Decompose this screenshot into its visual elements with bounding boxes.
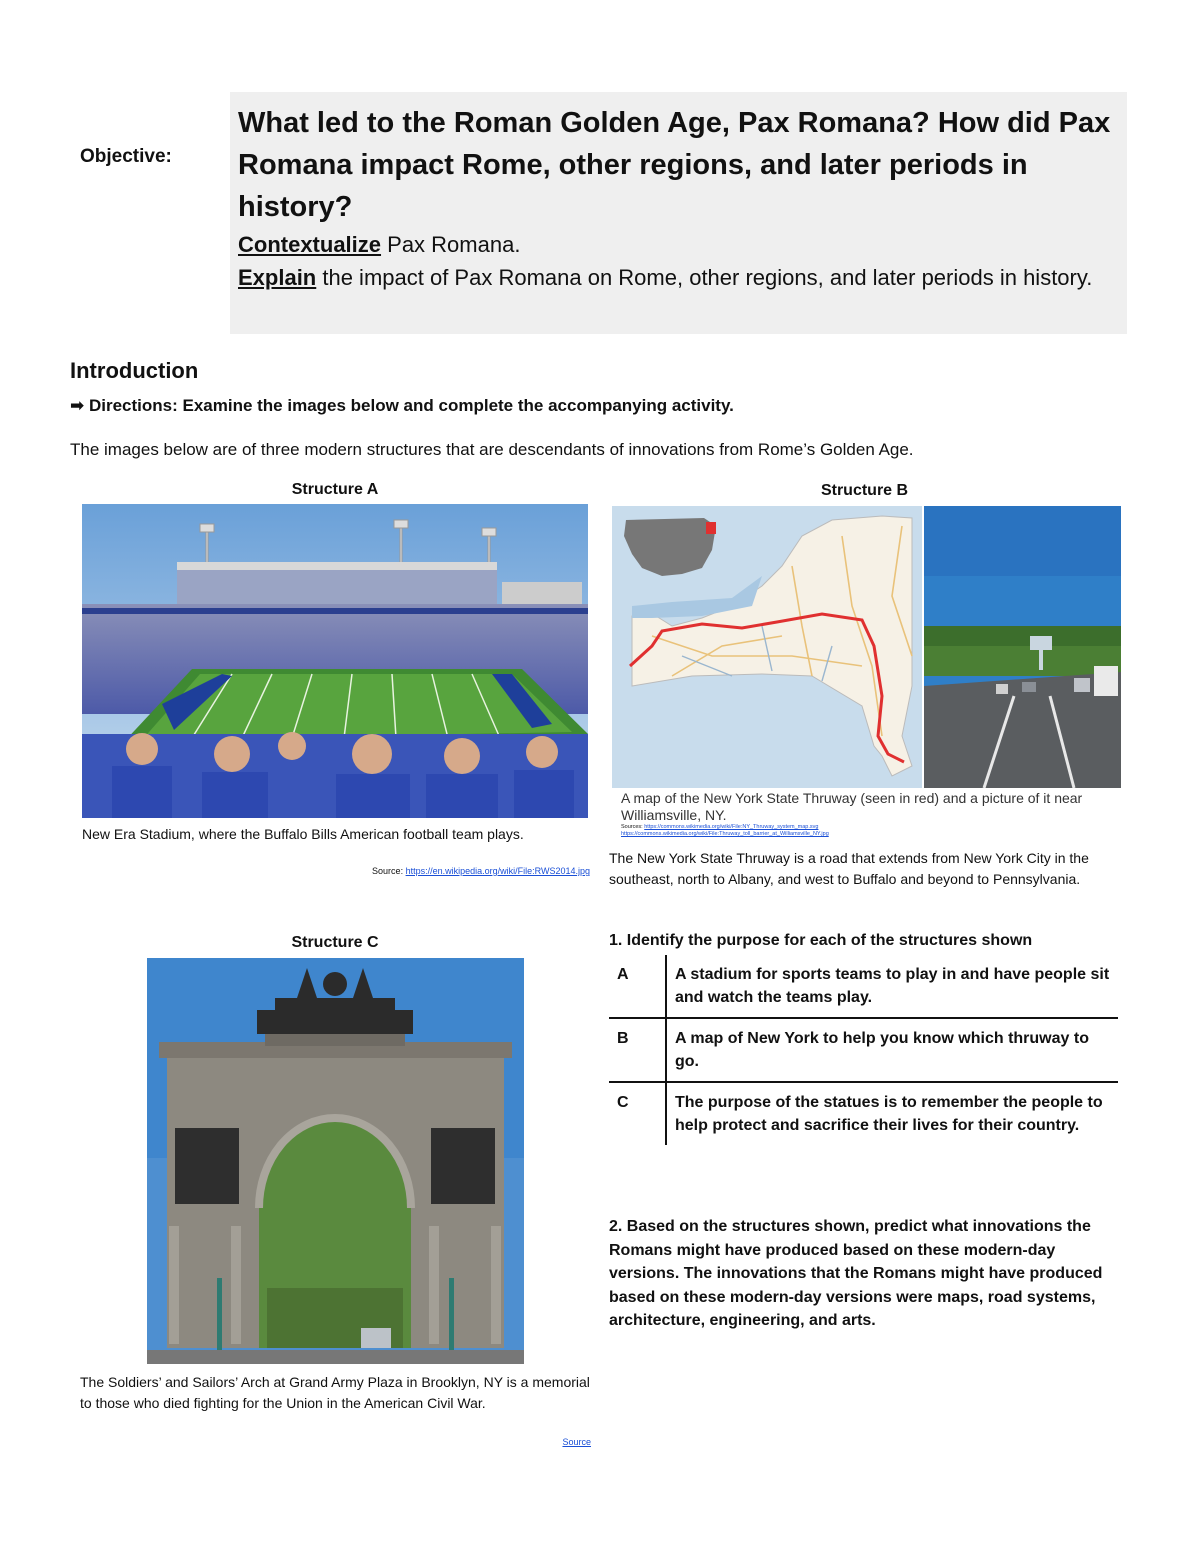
table-row: [609, 1018, 1118, 1082]
table-row: [609, 955, 1118, 1018]
stadium-photo-graphic: [82, 504, 588, 818]
question-2-text[interactable]: 2. Based on the structures shown, predict what innovations the Romans might have produced based on these modern-day versions. The innovations that the Romans might have produced based on these modern-day versions were maps, road systems, architecture, engineering, and arts.: [609, 1218, 1103, 1329]
purpose-table: [609, 955, 1118, 1145]
structure-a-source-label: Source:: [372, 866, 406, 876]
row-answer[interactable]: A map of New York to help you know which thruway to go.: [666, 1018, 1118, 1082]
objective-task-explain: [238, 261, 1117, 294]
row-answer[interactable]: The purpose of the statues is to remember the people to help protect and sacrifice their lives for their country.: [675, 1094, 1103, 1134]
structure-a-source-link[interactable]: https://en.wikipedia.org/wiki/File:RWS2014.jpg: [405, 866, 590, 876]
question-1-prompt: 1. Identify the purpose for each of the structures shown: [609, 932, 1033, 949]
structure-a-source: [82, 866, 590, 876]
structure-b-title: Structure B: [820, 482, 909, 499]
arch-photo-graphic: [147, 958, 524, 1364]
structure-a-caption: New Era Stadium, where the Buffalo Bills American football team plays.: [82, 826, 524, 842]
row-letter: C: [609, 1082, 666, 1145]
directions-text: ➡ Directions: Examine the images below and complete the accompanying activity.: [70, 396, 734, 415]
thruway-map-graphic: [612, 506, 922, 788]
contextualize-text: Pax Romana.: [381, 232, 521, 257]
thruway-map: [612, 506, 922, 788]
explain-keyword: Explain: [238, 265, 317, 290]
row-answer[interactable]: A stadium for sports teams to play in and have people sit and watch the teams play.: [666, 955, 1118, 1018]
objective-box: [230, 92, 1127, 334]
objective-label: Objective:: [80, 146, 172, 167]
structure-b-caption: The New York State Thruway is a road that extends from New York City in the southeast, north to Albany, and west to Buffalo and beyond to Pennsylvania.: [609, 850, 1089, 887]
arch-photo: [147, 958, 524, 1364]
structure-a-title: Structure A: [291, 481, 379, 498]
structure-c-caption: The Soldiers’ and Sailors’ Arch at Grand Army Plaza in Brooklyn, NY is a memorial to those who died fighting for the Union in the American Civil War.: [80, 1374, 590, 1411]
objective-task-contextualize: [238, 228, 1117, 261]
stadium-photo: [82, 504, 588, 818]
structure-c-source: [80, 1432, 591, 1450]
row-letter: B: [609, 1018, 666, 1082]
structure-b-sources-label: Sources:: [621, 824, 645, 830]
structure-c-source-link[interactable]: Source: [562, 1437, 591, 1447]
structure-b-source-link-1[interactable]: https://commons.wikimedia.org/wiki/File:NY_Thruway_system_map.svg: [644, 824, 819, 830]
structure-b-sources: [621, 824, 1111, 838]
row-letter: A: [609, 955, 666, 1018]
introduction-heading: Introduction: [70, 358, 199, 383]
explain-text: the impact of Pax Romana on Rome, other regions, and later periods in history.: [316, 265, 1093, 290]
table-row: [609, 1082, 1118, 1145]
structure-c-title: Structure C: [291, 934, 379, 951]
thruway-photo: [924, 506, 1121, 788]
introduction-text: The images below are of three modern structures that are descendants of innovations from Rome’s Golden Age.: [70, 440, 914, 459]
contextualize-keyword: Contextualize: [238, 232, 382, 257]
objective-question: What led to the Roman Golden Age, Pax Romana? How did Pax Romana impact Rome, other regions, and later periods in history?: [238, 107, 1111, 223]
structure-b-source-link-2[interactable]: https://commons.wikimedia.org/wiki/File:Thruway_toll_barrier_at_Williamsville_NY.jpg: [621, 831, 829, 837]
map-caption: A map of the New York State Thruway (seen in red) and a picture of it near Williamsville, NY.: [621, 790, 1083, 823]
thruway-photo-graphic: [924, 506, 1121, 788]
